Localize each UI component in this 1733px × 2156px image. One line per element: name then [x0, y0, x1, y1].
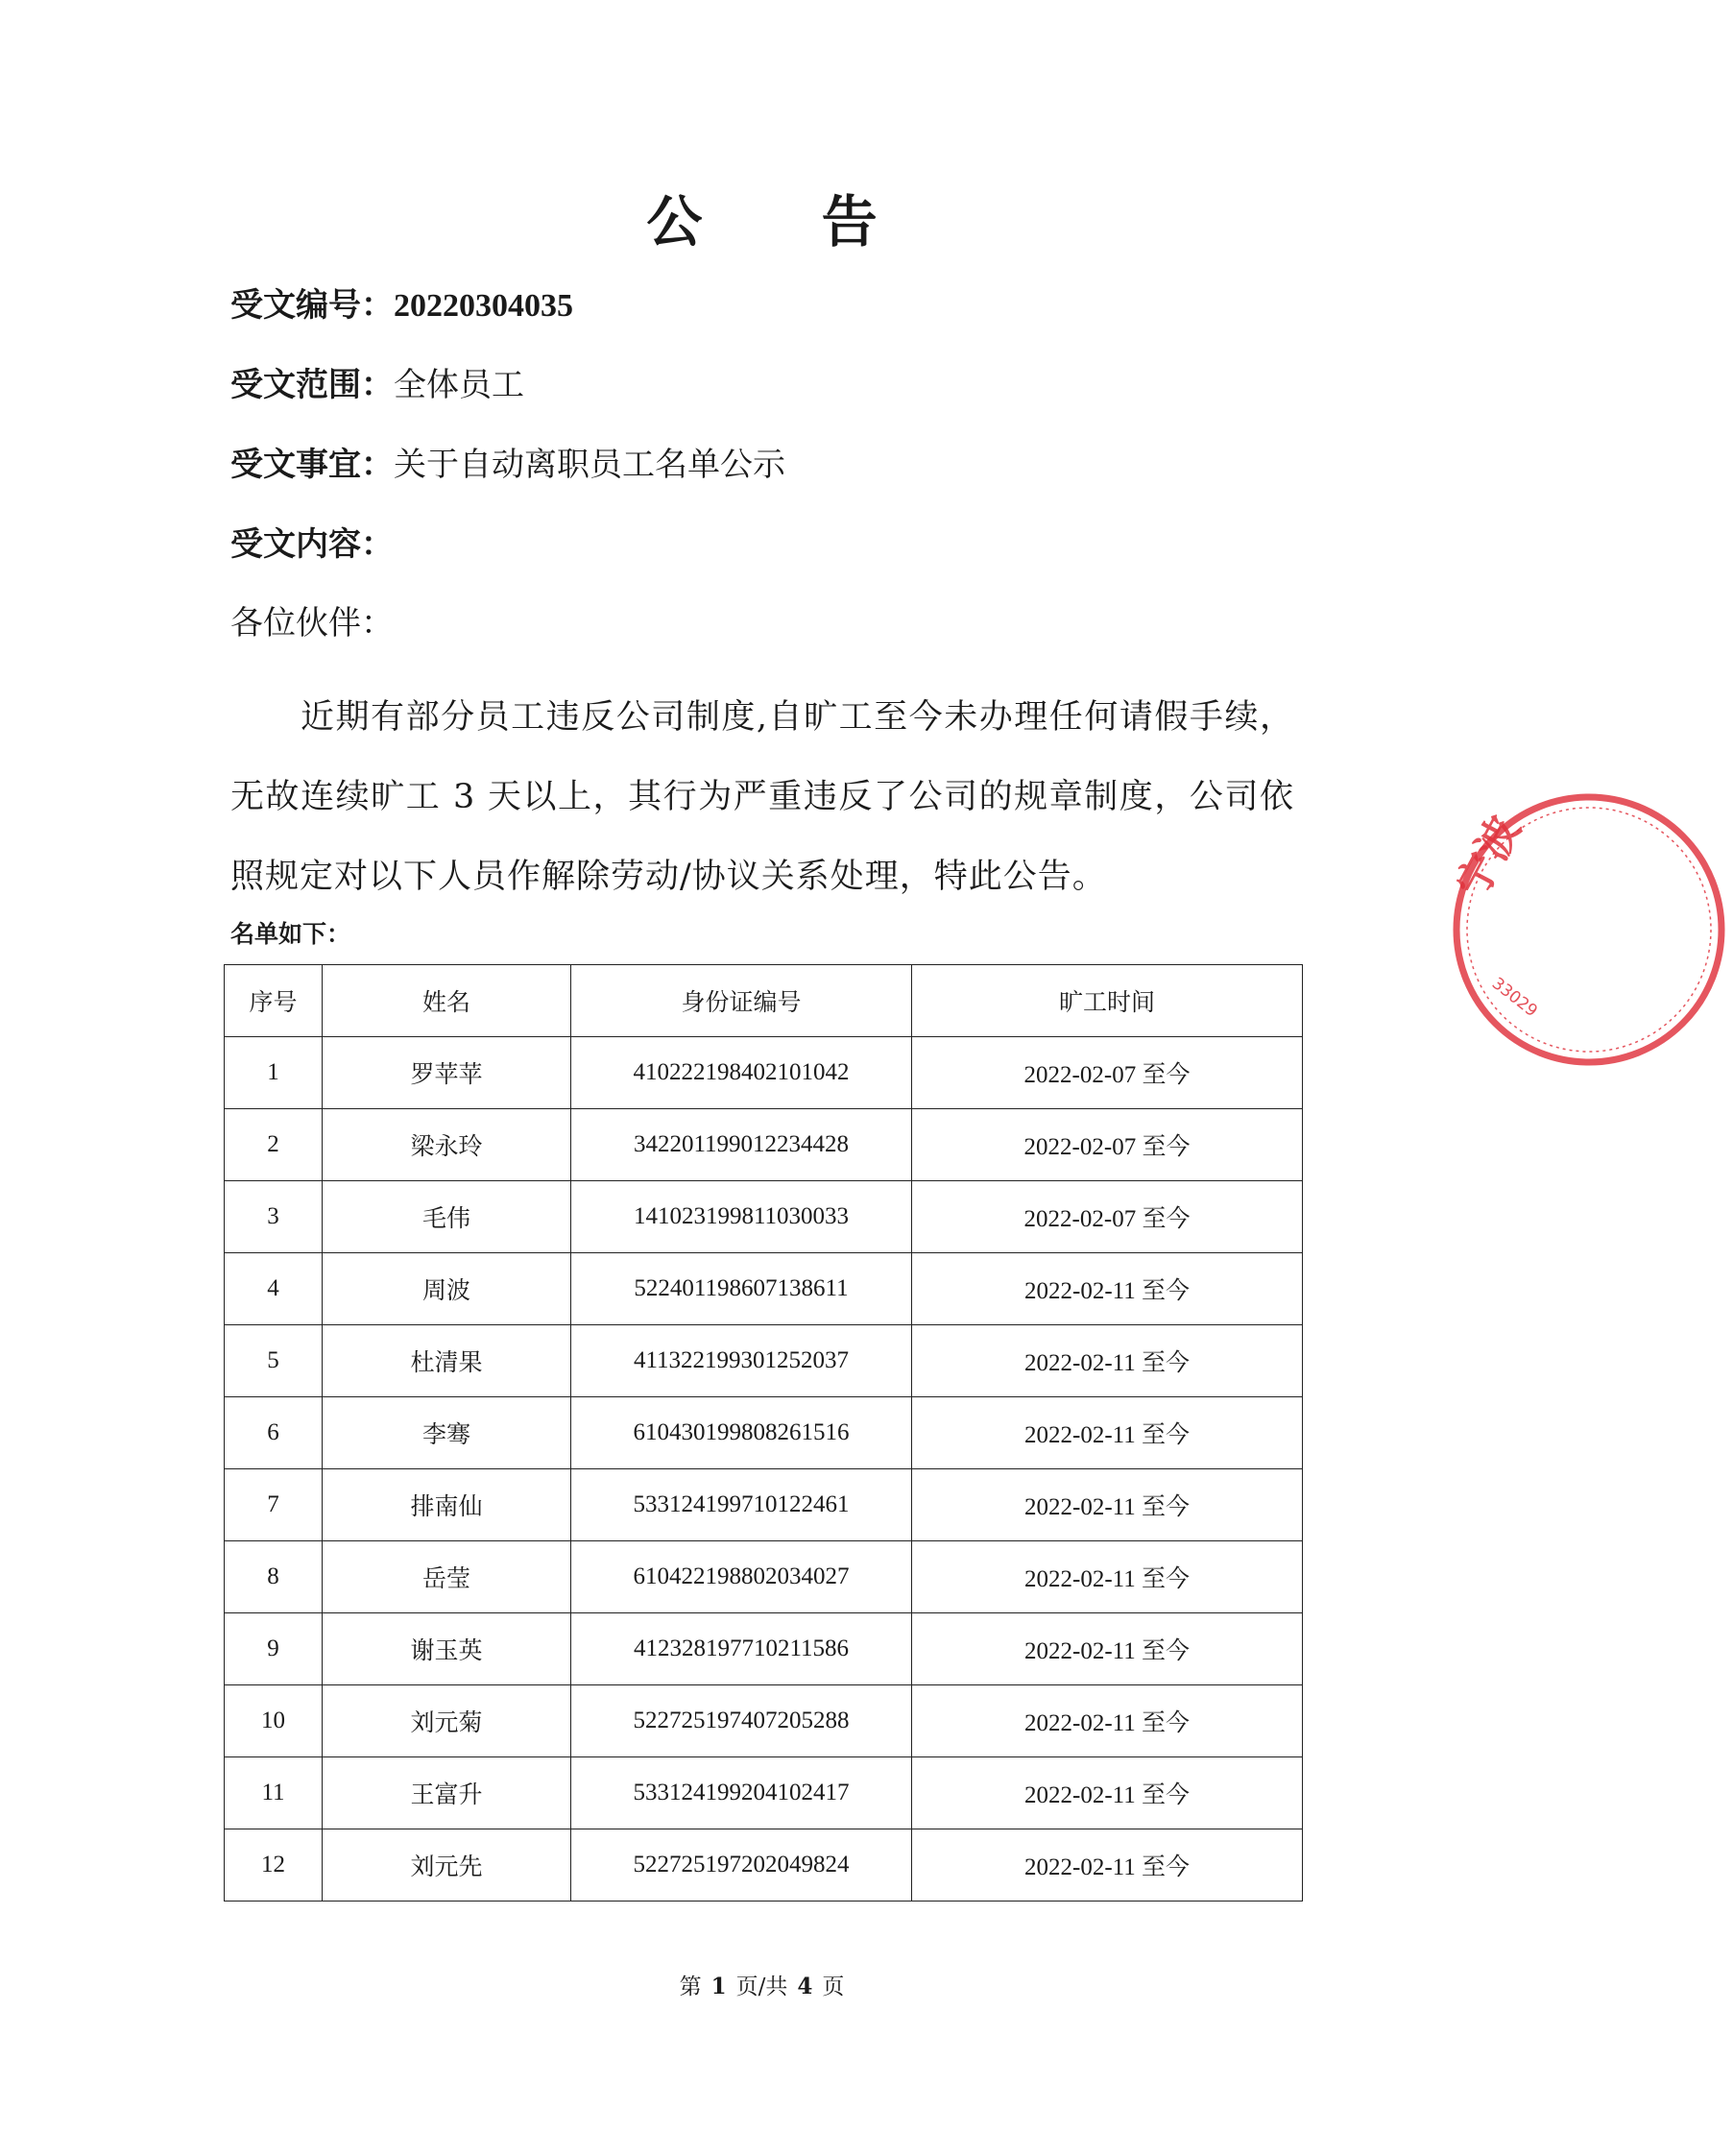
greeting: 各位伙伴：	[230, 604, 394, 642]
cell-id-number: 522725197202049824	[571, 1829, 912, 1902]
seal-text-top: 宁波	[1447, 808, 1531, 907]
seal-text-number: 33029	[1487, 974, 1541, 1022]
cell-index: 7	[225, 1469, 323, 1541]
table-row	[225, 1685, 1303, 1757]
cell-name: 王富升	[323, 1757, 571, 1829]
field-value: 关于自动离职员工名单公示	[394, 446, 785, 484]
cell-name: 梁永玲	[323, 1109, 571, 1181]
header-absence-time: 旷工时间	[912, 965, 1303, 1037]
table-row	[225, 1181, 1303, 1253]
cell-id-number: 410222198402101042	[571, 1037, 912, 1109]
table-row	[225, 1829, 1303, 1902]
field-value: 全体员工	[394, 366, 524, 404]
cell-id-number: 522725197407205288	[571, 1685, 912, 1757]
cell-id-number: 533124199204102417	[571, 1757, 912, 1829]
table-header-row	[225, 965, 1303, 1037]
footer-prefix: 第	[679, 1974, 702, 1999]
cell-index: 3	[225, 1181, 323, 1253]
field-label: 受文范围：	[230, 366, 394, 404]
cell-name: 杜清果	[323, 1325, 571, 1397]
header-name: 姓名	[323, 965, 571, 1037]
cell-name: 刘元菊	[323, 1685, 571, 1757]
cell-id-number: 412328197710211586	[571, 1613, 912, 1685]
field-subject	[230, 444, 785, 486]
cell-index: 11	[225, 1757, 323, 1829]
cell-index: 6	[225, 1397, 323, 1469]
header-index: 序号	[225, 965, 323, 1037]
company-seal	[1445, 786, 1733, 1074]
table-row	[225, 1757, 1303, 1829]
cell-id-number: 411322199301252037	[571, 1325, 912, 1397]
table-row	[225, 1037, 1303, 1109]
table-row	[225, 1541, 1303, 1613]
table-row	[225, 1109, 1303, 1181]
cell-absence-time: 2022-02-11 至今	[912, 1829, 1303, 1902]
employee-table	[224, 964, 1303, 1902]
cell-name: 毛伟	[323, 1181, 571, 1253]
cell-name: 排南仙	[323, 1469, 571, 1541]
table-row	[225, 1325, 1303, 1397]
cell-name: 岳莹	[323, 1541, 571, 1613]
cell-index: 4	[225, 1253, 323, 1325]
cell-absence-time: 2022-02-11 至今	[912, 1757, 1303, 1829]
body-paragraph: 近期有部分员工违反公司制度,自旷工至今未办理任何请假手续，无故连续旷工 3 天以上，其行为严重违反了公司的规章制度，公司依照规定对以下人员作解除劳动/协议关系处理，特此公告。	[230, 698, 1294, 896]
cell-index: 5	[225, 1325, 323, 1397]
footer-middle: 页/共	[735, 1974, 788, 1999]
cell-index: 2	[225, 1109, 323, 1181]
cell-absence-time: 2022-02-07 至今	[912, 1037, 1303, 1109]
cell-absence-time: 2022-02-11 至今	[912, 1325, 1303, 1397]
page-footer	[0, 1973, 1524, 2001]
cell-name: 谢玉英	[323, 1613, 571, 1685]
field-label: 受文编号：	[230, 286, 394, 325]
cell-absence-time: 2022-02-11 至今	[912, 1613, 1303, 1685]
cell-id-number: 610430199808261516	[571, 1397, 912, 1469]
list-heading: 名单如下：	[230, 920, 351, 948]
page-title: 公 告	[646, 189, 927, 254]
cell-index: 12	[225, 1829, 323, 1902]
cell-id-number: 342201199012234428	[571, 1109, 912, 1181]
field-doc-number	[230, 284, 573, 327]
cell-absence-time: 2022-02-11 至今	[912, 1469, 1303, 1541]
table-row	[225, 1397, 1303, 1469]
footer-page-number: 1	[710, 1974, 727, 1999]
cell-id-number: 522401198607138611	[571, 1253, 912, 1325]
cell-name: 罗苹苹	[323, 1037, 571, 1109]
table-row	[225, 1253, 1303, 1325]
cell-absence-time: 2022-02-07 至今	[912, 1109, 1303, 1181]
table-row	[225, 1469, 1303, 1541]
cell-index: 10	[225, 1685, 323, 1757]
cell-name: 刘元先	[323, 1829, 571, 1902]
field-label: 受文事宜：	[230, 446, 394, 484]
footer-total-pages: 4	[797, 1974, 813, 1999]
cell-id-number: 533124199710122461	[571, 1469, 912, 1541]
cell-name: 李骞	[323, 1397, 571, 1469]
header-id-number: 身份证编号	[571, 965, 912, 1037]
field-scope	[230, 364, 524, 406]
cell-index: 9	[225, 1613, 323, 1685]
field-content	[230, 523, 394, 566]
cell-absence-time: 2022-02-11 至今	[912, 1253, 1303, 1325]
cell-absence-time: 2022-02-11 至今	[912, 1541, 1303, 1613]
footer-suffix: 页	[822, 1974, 845, 1999]
cell-index: 1	[225, 1037, 323, 1109]
table-row	[225, 1613, 1303, 1685]
cell-id-number: 610422198802034027	[571, 1541, 912, 1613]
cell-absence-time: 2022-02-11 至今	[912, 1685, 1303, 1757]
cell-id-number: 141023199811030033	[571, 1181, 912, 1253]
field-value: 20220304035	[394, 288, 573, 324]
cell-name: 周波	[323, 1253, 571, 1325]
cell-absence-time: 2022-02-11 至今	[912, 1397, 1303, 1469]
cell-absence-time: 2022-02-07 至今	[912, 1181, 1303, 1253]
cell-index: 8	[225, 1541, 323, 1613]
field-label: 受文内容：	[230, 525, 394, 564]
